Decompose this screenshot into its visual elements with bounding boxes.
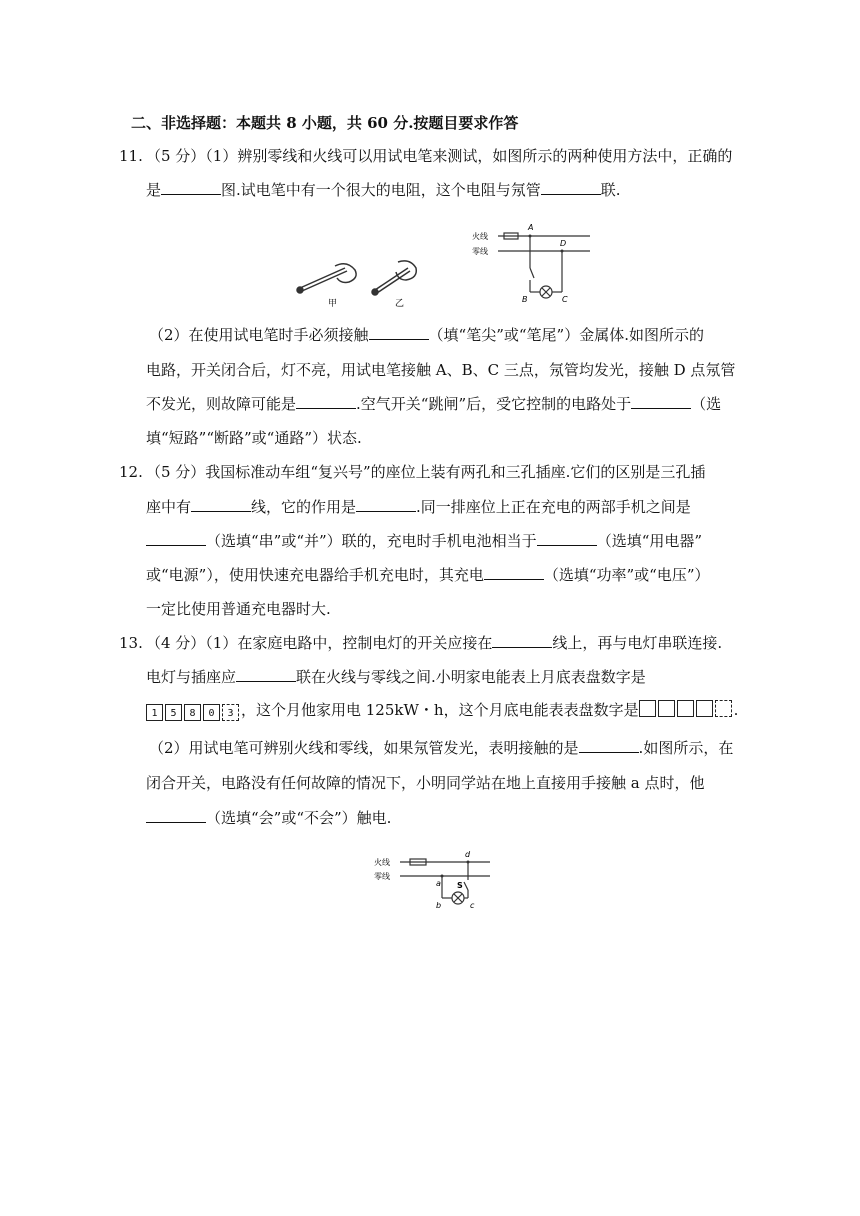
q11-text: 联. xyxy=(600,181,621,199)
meter-digit-blank[interactable] xyxy=(658,700,675,717)
meter-digit-blank[interactable] xyxy=(715,700,732,717)
q12-line-4 xyxy=(146,565,710,585)
answer-blank[interactable] xyxy=(631,394,691,409)
question-number-12: 12. xyxy=(119,463,143,481)
point-label-b: B xyxy=(522,295,528,304)
answer-blank[interactable] xyxy=(579,738,639,753)
answer-blank[interactable] xyxy=(541,180,601,195)
q13-text: .如图所示，在 xyxy=(638,739,734,757)
point-label-a: a xyxy=(436,879,441,888)
answer-blank[interactable] xyxy=(146,808,206,823)
answer-blank[interactable] xyxy=(492,633,552,648)
q12-line-3 xyxy=(146,531,702,551)
point-label-d: D xyxy=(560,239,567,248)
q13-line-2 xyxy=(146,667,646,687)
q12-text: 座中有 xyxy=(146,498,192,516)
q13-text: （选填“会”或“不会”）触电. xyxy=(206,809,392,827)
meter-digit: 1 xyxy=(146,704,163,721)
circuit-figure-abcds xyxy=(372,850,494,912)
q11-line-4: 电路，开关闭合后，灯不亮，用试电笔接触 A、B、C 三点，氖管均发光，接触 D 点氖管 xyxy=(146,361,736,379)
point-label-b: b xyxy=(436,901,442,910)
q11-text: 不发光，则故障可能是 xyxy=(146,395,297,413)
meter-digit: 0 xyxy=(203,704,220,721)
q11-text: .空气开关“跳闸”后，受它控制的电路处于 xyxy=(356,395,632,413)
q11-text: 图.试电笔中有一个很大的电阻，这个电阻与氖管 xyxy=(221,181,541,199)
q12-text: （选填“用电器” xyxy=(596,532,703,550)
answer-blank[interactable] xyxy=(146,531,206,546)
q13-line-5: 闭合开关，电路没有任何故障的情况下，小明同学站在地上直接用手接触 a 点时，他 xyxy=(146,774,705,792)
q13-text: 线上，再与电灯串联连接. xyxy=(552,634,723,652)
zero-line-label: 零线 xyxy=(374,872,390,881)
q13-line-6 xyxy=(146,808,391,828)
q12-line-1: （5 分）我国标准动车组“复兴号”的座位上装有两孔和三孔插座.它们的区别是三孔插 xyxy=(146,463,706,481)
fire-line-label: 火线 xyxy=(374,858,390,867)
q13-text: 电灯与插座应 xyxy=(146,668,237,686)
zero-line-label: 零线 xyxy=(472,247,488,256)
meter-digit: 5 xyxy=(165,704,182,721)
meter-reading-end-blank[interactable] xyxy=(639,700,734,722)
answer-blank[interactable] xyxy=(296,394,356,409)
point-label-a: A xyxy=(528,223,534,232)
q11-text: （填“笔尖”或“笔尾”）金属体.如图所示的 xyxy=(428,326,704,344)
q13-line-4 xyxy=(149,738,733,758)
q13-text: . xyxy=(733,701,739,719)
q12-line-2 xyxy=(146,497,691,517)
answer-blank[interactable] xyxy=(191,497,251,512)
q11-text: （选 xyxy=(691,395,722,413)
fire-line-label: 火线 xyxy=(472,232,488,241)
circuit-figure-abcd xyxy=(470,218,592,310)
q12-text: .同一排座位上正在充电的两部手机之间是 xyxy=(416,498,691,516)
meter-digit-blank[interactable] xyxy=(696,700,713,717)
answer-blank[interactable] xyxy=(369,325,429,340)
q13-line-3 xyxy=(146,700,738,722)
q11-line-3 xyxy=(149,325,704,345)
point-label-c: c xyxy=(470,901,475,910)
test-pen-figure xyxy=(290,248,440,308)
q11-line-2 xyxy=(146,180,621,200)
q13-line-1 xyxy=(146,633,722,653)
q13-text: （2）用试电笔可辨别火线和零线，如果氖管发光，表明接触的是 xyxy=(149,739,579,757)
q11-text: 是 xyxy=(146,181,162,199)
meter-digit: 8 xyxy=(184,704,201,721)
answer-blank[interactable] xyxy=(236,667,296,682)
meter-digit-blank[interactable] xyxy=(639,700,656,717)
q12-text: 线，它的作用是 xyxy=(251,498,357,516)
q13-text: （4 分）（1）在家庭电路中，控制电灯的开关应接在 xyxy=(146,634,493,652)
meter-reading-start xyxy=(146,701,241,721)
q11-line-6: 填“短路”“断路”或“通路”）状态. xyxy=(146,429,362,447)
figure-label-jia: 甲 xyxy=(328,299,338,308)
question-number-11: 11. xyxy=(119,147,143,165)
q12-line-5: 一定比使用普通充电器时大. xyxy=(146,600,331,618)
meter-digit-blank[interactable] xyxy=(677,700,694,717)
q12-text: 或“电源”），使用快速充电器给手机充电时，其充电 xyxy=(146,566,484,584)
answer-blank[interactable] xyxy=(484,565,544,580)
q11-line-5 xyxy=(146,394,721,414)
switch-label-s: S xyxy=(457,881,463,890)
q13-text: 联在火线与零线之间.小明家电能表上月底表盘数字是 xyxy=(296,668,646,686)
q12-text: （选填“串”或“并”）联的，充电时手机电池相当于 xyxy=(206,532,537,550)
section-title: 二、非选择题：本题共 8 小题，共 60 分.按题目要求作答 xyxy=(131,114,519,132)
answer-blank[interactable] xyxy=(356,497,416,512)
point-label-d: d xyxy=(465,850,471,859)
q11-line-1: （5 分）（1）辨别零线和火线可以用试电笔来测试，如图所示的两种使用方法中，正确的 xyxy=(146,147,733,165)
answer-blank[interactable] xyxy=(161,180,221,195)
answer-blank[interactable] xyxy=(537,531,597,546)
meter-digit: 3 xyxy=(222,704,239,721)
figure-label-yi: 乙 xyxy=(395,299,405,308)
question-number-13: 13. xyxy=(119,634,143,652)
point-label-c: C xyxy=(562,295,568,304)
q12-text: （选填“功率”或“电压”） xyxy=(543,566,710,584)
q11-text: （2）在使用试电笔时手必须接触 xyxy=(149,326,369,344)
q13-text: ，这个月他家用电 125kW・h，这个月底电能表表盘数字是 xyxy=(241,701,639,719)
